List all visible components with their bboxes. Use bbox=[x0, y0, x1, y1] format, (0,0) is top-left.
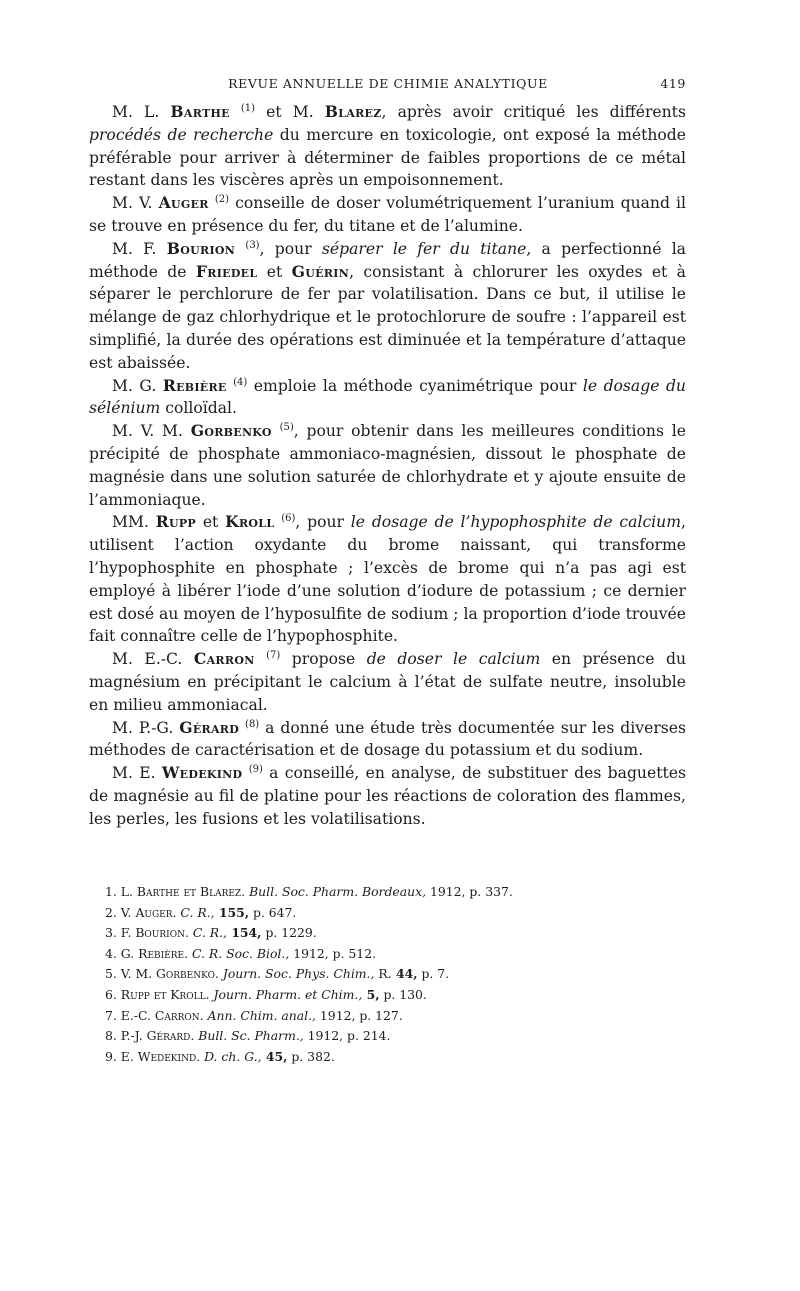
paragraph-lead: M. L. bbox=[112, 103, 160, 121]
author-name: Blarez bbox=[324, 102, 382, 121]
footnote-ref: (2) bbox=[214, 194, 230, 205]
footnote-journal: C. R., bbox=[192, 925, 227, 941]
footnote bbox=[105, 903, 665, 924]
footnote-number: 8. bbox=[105, 1028, 117, 1044]
paragraph-auger bbox=[89, 192, 686, 238]
footnote-author: F. Bourion. bbox=[120, 925, 189, 941]
footnote-journal: D. ch. G., bbox=[204, 1048, 262, 1064]
paragraph-text: , pour bbox=[295, 513, 351, 532]
footnote-ref: (7) bbox=[266, 649, 281, 661]
footnote-citation: p. 647. bbox=[249, 904, 297, 920]
footnote bbox=[105, 1006, 665, 1027]
footnote-citation: 1912, p. 512. bbox=[289, 945, 377, 961]
footnote bbox=[105, 1026, 665, 1047]
footnote-citation: 1912, p. 127. bbox=[315, 1007, 403, 1023]
paragraph-text: , consistant à chlorurer les oxydes et à séparer le perchlorure de fer par volatilisation. Dans ce but, il utilise le mélange de gaz chlorhydrique et le protochlorure de soufre : l’appareil est simplifié, la durée des opérations est diminuée et la température d’attaque est abaissée. bbox=[89, 262, 686, 372]
footnote-ref: (1) bbox=[240, 102, 256, 114]
footnote-citation: p. 382. bbox=[287, 1048, 335, 1064]
paragraph-text: du mercure en toxicologie, ont exposé la méthode préférable pour arriver à déterminer de faibles proportions de ce métal restant dans les viscères après un empoisonnement. bbox=[89, 125, 686, 190]
paragraph-connector: et bbox=[202, 513, 219, 532]
paragraph-text: , après avoir critiqué les différents bbox=[381, 103, 686, 121]
footnote-author: V. Auger. bbox=[120, 904, 177, 920]
footnote-number: 7. bbox=[105, 1007, 117, 1023]
paragraph-connector: et M. bbox=[266, 103, 314, 121]
footnote-ref: (8) bbox=[245, 718, 260, 730]
paragraph-text: colloïdal. bbox=[160, 399, 237, 418]
footnote-volume: 45, bbox=[261, 1048, 288, 1064]
author-name: Friedel bbox=[195, 261, 258, 281]
footnote-author: P.-J. Gérard. bbox=[120, 1028, 195, 1044]
paragraph-gerard bbox=[89, 717, 686, 763]
footnote bbox=[105, 985, 665, 1006]
paragraph-lead: M. V. bbox=[112, 194, 153, 213]
footnote-number: 4. bbox=[105, 945, 117, 961]
footnote-number: 1. bbox=[105, 884, 117, 899]
footnote-number: 6. bbox=[105, 986, 117, 1002]
paragraph-text: a conseillé, en analyse, de substituer des baguettes de magnésie au fil de platine pour les réactions de coloration des flammes, les perles, les fusions et les volatilisations. bbox=[89, 764, 686, 828]
footnote-citation: p. 130. bbox=[379, 986, 427, 1002]
page-number: 419 bbox=[660, 76, 686, 91]
footnote-journal: Bull. Sc. Pharm., bbox=[198, 1028, 304, 1044]
author-name: Gorbenko bbox=[190, 421, 272, 441]
footnote bbox=[105, 882, 665, 903]
footnote-ref: (9) bbox=[248, 763, 263, 775]
paragraph-text: , pour bbox=[259, 239, 322, 258]
paragraph-gorbenko bbox=[89, 420, 686, 511]
paragraph-text: et bbox=[257, 262, 292, 281]
paragraph-barthe-blarez bbox=[89, 101, 686, 192]
article-body bbox=[89, 101, 686, 831]
footnote bbox=[105, 923, 665, 944]
paragraph-text: , a perfectionné la méthode de bbox=[89, 239, 686, 281]
paragraph-text: emploie la méthode cyanimétrique pour bbox=[247, 376, 583, 395]
footnote-ref: (4) bbox=[233, 376, 248, 388]
footnote-journal: C. R. Soc. Biol., bbox=[192, 945, 290, 961]
paragraph-lead: M. V. M. bbox=[112, 422, 183, 441]
paragraph-lead: M. P.-G. bbox=[112, 718, 174, 737]
paragraph-lead: M. F. bbox=[112, 239, 157, 258]
paragraph-lead: M. G. bbox=[112, 376, 157, 395]
author-name: Guérin bbox=[291, 261, 350, 281]
paragraph-text: , utilisent l’action oxydante du brome naissant, qui transforme l’hypophosphite en phosphate ; l’excès de brome qui n’a pas agi est employé à libérer l’iode d’une solution d’iodure de potassium ; ce dernier est dosé au moyen de l’hyposulfite de sodium ; la proportion d’iode trouvée fait connaître celle de l’hypophosphite. bbox=[89, 513, 686, 646]
footnote-citation: p. 1229. bbox=[261, 925, 317, 941]
footnote-ref: (6) bbox=[281, 513, 296, 525]
italic-phrase: le dosage du sélénium bbox=[89, 376, 686, 418]
author-name: Auger bbox=[158, 193, 209, 213]
footnote-number: 5. bbox=[105, 966, 117, 982]
footnote-citation: 1912, p. 214. bbox=[303, 1028, 391, 1044]
author-name: Wedekind bbox=[161, 763, 243, 783]
author-name: Carron bbox=[193, 649, 255, 669]
footnote-author: V. M. Gorbenko. bbox=[120, 966, 219, 982]
italic-phrase: de doser le calcium bbox=[366, 650, 541, 669]
footnote-volume: 155, bbox=[214, 904, 250, 920]
footnote-number: 9. bbox=[105, 1048, 117, 1064]
footnote bbox=[105, 944, 665, 965]
author-name: Gérard bbox=[179, 717, 240, 737]
footnote-citation: p. 7. bbox=[417, 966, 450, 982]
paragraph-text: en présence du magnésium en précipitant le calcium à l’état de sulfate neutre, insoluble en milieu ammoniacal. bbox=[89, 650, 686, 714]
footnote-journal: Journ. Pharm. et Chim., bbox=[213, 986, 363, 1002]
author-name: Barthe bbox=[170, 102, 230, 121]
paragraph-lead: M. E. bbox=[112, 764, 156, 783]
footnote-author: Rupp et Kroll. bbox=[120, 986, 210, 1002]
journal-title: REVUE ANNUELLE DE CHIMIE ANALYTIQUE bbox=[228, 76, 548, 91]
footnote-journal: C. R., bbox=[180, 904, 215, 920]
author-name: Rupp bbox=[155, 512, 196, 532]
footnote-volume: 44, bbox=[391, 966, 418, 982]
footnote-ref: (3) bbox=[245, 239, 260, 251]
running-header bbox=[90, 76, 686, 96]
footnote-author: E. Wedekind. bbox=[120, 1048, 201, 1064]
footnote bbox=[105, 1047, 665, 1068]
paragraph-rebiere bbox=[89, 375, 686, 421]
paragraph-wedekind bbox=[89, 762, 686, 830]
paragraph-text: , pour obtenir dans les meilleures conditions le précipité de phosphate ammoniaco-magnésien, dissout le phosphate de magnésie dans une solution saturée de chlorhydrate et y ajoute ensuite de l’ammoniaque. bbox=[89, 422, 686, 509]
paragraph-rupp-kroll bbox=[89, 511, 686, 648]
footnote-author: L. Barthe et Blarez. bbox=[120, 884, 246, 899]
footnote-ref: (5) bbox=[279, 421, 294, 433]
footnote-volume: 5, bbox=[362, 986, 380, 1002]
footnote-journal: Ann. Chim. anal., bbox=[207, 1007, 316, 1023]
paragraph-text: conseille de doser volumétriquement l’uranium quand il se trouve en présence du fer, du titane et de l’alumine. bbox=[89, 194, 687, 235]
italic-phrase: séparer le fer du titane bbox=[321, 239, 527, 258]
footnote-journal: Journ. Soc. Phys. Chim., bbox=[222, 966, 375, 982]
footnote-number: 3. bbox=[105, 925, 117, 941]
paragraph-carron bbox=[89, 648, 686, 716]
author-name: Rebière bbox=[162, 375, 227, 395]
paragraph-text: propose bbox=[280, 650, 367, 669]
footnote bbox=[105, 964, 665, 985]
footnote-number: 2. bbox=[105, 904, 117, 920]
italic-phrase: procédés de recherche bbox=[89, 125, 274, 144]
paragraph-text: a donné une étude très documentée sur les diverses méthodes de caractérisation et de dosage du potassium et du sodium. bbox=[89, 718, 687, 760]
footnote-author: E.-C. Carron. bbox=[120, 1007, 204, 1023]
paragraph-bourion bbox=[89, 238, 686, 375]
footnote-citation: R. bbox=[374, 966, 392, 982]
author-name: Kroll bbox=[225, 512, 275, 532]
paragraph-lead: M. E.-C. bbox=[112, 650, 183, 669]
footnotes bbox=[105, 882, 665, 1067]
author-name: Bourion bbox=[166, 238, 236, 258]
footnote-volume: 154, bbox=[227, 925, 262, 941]
footnote-citation: 1912, p. 337. bbox=[426, 884, 513, 899]
italic-phrase: le dosage de l’hypophosphite de calcium bbox=[350, 513, 681, 532]
footnote-journal: Bull. Soc. Pharm. Bordeaux, bbox=[249, 884, 427, 899]
footnote-author: G. Rebière. bbox=[120, 945, 189, 961]
paragraph-lead: MM. bbox=[112, 513, 149, 532]
